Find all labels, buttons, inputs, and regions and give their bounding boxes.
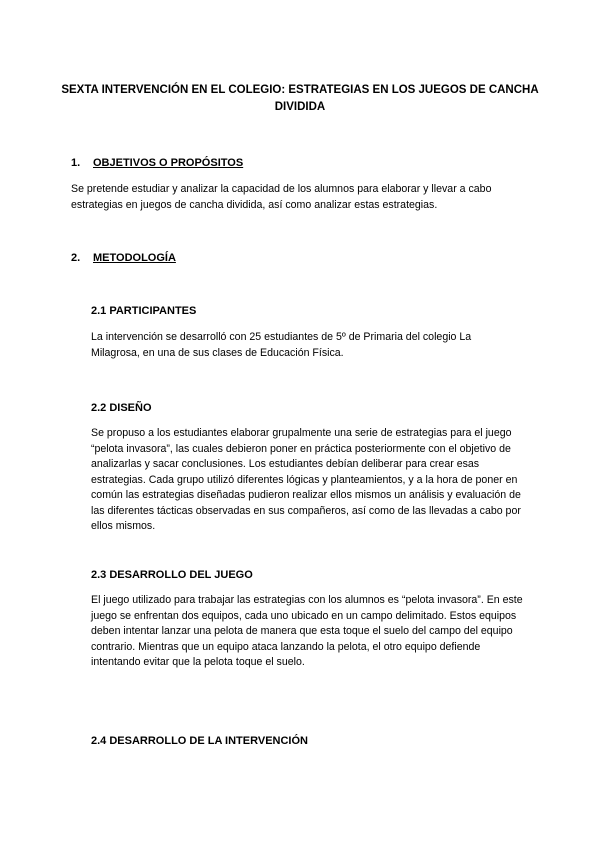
document-title: SEXTA INTERVENCIÓN EN EL COLEGIO: ESTRATEGIAS EN LOS JUEGOS DE CANCHA DIVIDIDA: [61, 84, 539, 113]
participantes-paragraph: La intervención se desarrolló con 25 estudiantes de 5º de Primaria del colegio La Milagrosa, en una de sus clases de Educación Física.: [91, 331, 472, 359]
subsection-heading-desarrollo-juego: 2.3 DESARROLLO DEL JUEGO: [91, 569, 253, 581]
section-number: 2.: [71, 252, 81, 264]
section-heading-metodologia: [71, 251, 176, 265]
objetivos-paragraph: Se pretende estudiar y analizar la capacidad de los alumnos para elaborar y llevar a cabo estrategias en juegos de cancha dividida, así como analizar estas estrategias.: [71, 183, 492, 211]
section-title: METODOLOGÍA: [93, 252, 176, 264]
desarrollo-juego-paragraph: El juego utilizado para trabajar las estrategias con los alumnos es “pelota invasora”. En este juego se enfrentan dos equipos, cada uno ubicado en un campo delimitado. Estos equipos deben intentar lanzar una pelota de manera que esta toque el suelo del campo del equipo contrario. Mientras que un equipo ataca lanzando la pelota, el otro equipo defiende intentando evitar que la pelota toque el suelo.: [91, 594, 523, 668]
section-heading-objetivos: [71, 156, 243, 170]
section-number: 1.: [71, 157, 81, 169]
subsection-heading-participantes: 2.1 PARTICIPANTES: [91, 305, 197, 317]
diseno-paragraph: Se propuso a los estudiantes elaborar grupalmente una serie de estrategias para el juego “pelota invasora”, las cuales debieron poner en práctica posteriormente con el objetivo de analizarlas y sacar conclusiones. Los estudiantes debían deliberar para crear esas estrategias. Cada grupo utilizó diferentes lógicas y planteamientos, y a la hora de poner en común las estrategias diseñadas pudieron realizar ellos mismos un análisis y evaluación de las diferentes tácticas observadas en sus compañeros, así como de las llevadas a cabo por ellos mismos.: [91, 427, 521, 532]
section-title: OBJETIVOS O PROPÓSITOS: [93, 157, 244, 169]
subsection-heading-diseno: 2.2 DISEÑO: [91, 402, 152, 414]
subsection-heading-desarrollo-intervencion: 2.4 DESARROLLO DE LA INTERVENCIÓN: [91, 735, 308, 747]
